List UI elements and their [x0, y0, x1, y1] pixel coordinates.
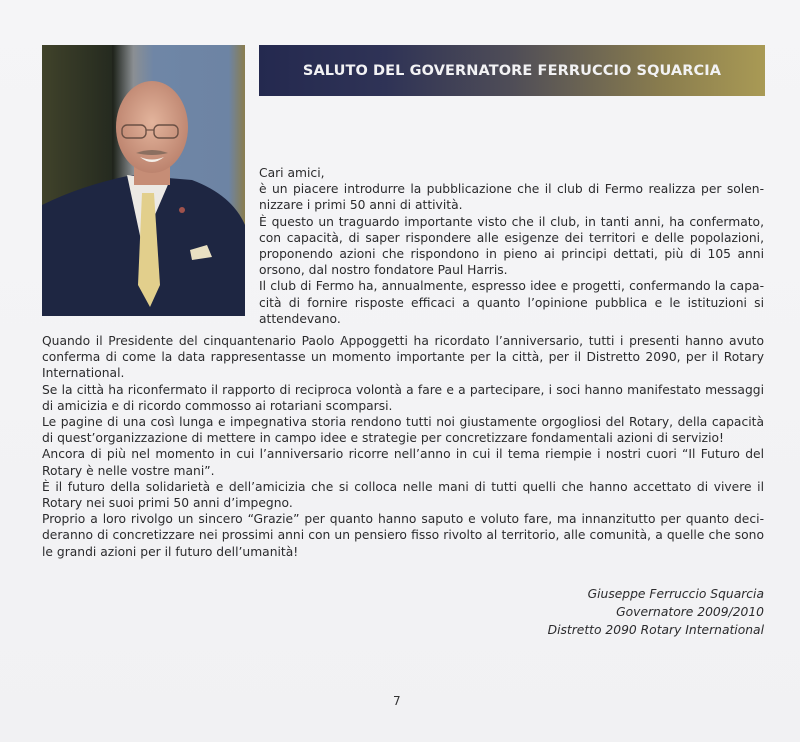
title-banner: [259, 45, 765, 96]
paragraph: È questo un traguardo importante visto che il club, in tanti anni, ha confermato, con capacità, di saper rispondere alle esigenze dei territori e delle popolazioni, proponendo azioni che rispondono in pieno ai principi dettati, più di 105 anni orsono, dal nostro fondatore Paul Harris.: [259, 214, 764, 278]
greeting: Cari amici,: [259, 166, 325, 180]
paragraph: Ancora di più nel momento in cui l’anniversario ricorre nell’anno in cui il tema riempie i nostri cuori “Il Futuro del Rotary è nelle vostre mani”.: [42, 447, 764, 478]
signature-name: Giuseppe Ferruccio Squarcia: [587, 587, 764, 601]
signature-block: [548, 586, 764, 639]
paragraph: Il club di Fermo ha, annualmente, espresso idee e progetti, confermando la capacità di fornire risposte efficaci a quanto l’opinione pubblica e le istituzioni si attendevano.: [259, 279, 764, 326]
paragraph: Le pagine di una così lunga e impegnativa storia rendono tutti noi giustamente orgogliosi del Rotary, della capacità di quest’organizzazione di mettere in campo idee e strategie per concretizzare fondamentali azioni di servizio!: [42, 415, 764, 446]
paragraph: Proprio a loro rivolgo un sincero “Grazie” per quanto hanno saputo e voluto fare, ma innanzitutto per quanto decideranno di concretizzare nei prossimi anni con un pensiero fisso rivolto al territorio, alle comunità, a quelle che sono le grandi azioni per il futuro dell’umanità!: [42, 512, 764, 559]
paragraph: È il futuro della solidarietà e dell’amicizia che si colloca nelle mani di tutti quelli che hanno accettato di vivere il Rotary nei suoi primi 50 anni d’impegno.: [42, 479, 764, 511]
page-number: 7: [393, 694, 401, 708]
paragraph: Quando il Presidente del cinquantenario Paolo Appoggetti ha ricordato l’anniversario, tutti i presenti hanno avuto conferma di come la data rappresentasse un momento importante per la città, per il Distretto 2090, per il Rotary International.: [42, 334, 764, 381]
paragraph: Se la città ha riconfermato il rapporto di reciproca volontà a fare e a partecipare, i soci hanno manifestato messaggi di amicizia e di ricordo commosso ai rotariani scomparsi.: [42, 382, 764, 413]
signature-organization: Distretto 2090 Rotary International: [547, 622, 764, 637]
page-title: SALUTO DEL GOVERNATORE FERRUCCIO SQUARCIA: [302, 62, 722, 79]
letter-upper-block: [259, 165, 764, 327]
governor-photo: [42, 45, 245, 316]
portrait-image: [42, 45, 245, 316]
signature-role: Governatore 2009/2010: [616, 604, 764, 619]
letter-lower-block: [42, 333, 764, 560]
paragraph: è un piacere introdurre la pubblicazione che il club di Fermo realizza per solennizzare i primi 50 anni di attività.: [259, 182, 764, 213]
